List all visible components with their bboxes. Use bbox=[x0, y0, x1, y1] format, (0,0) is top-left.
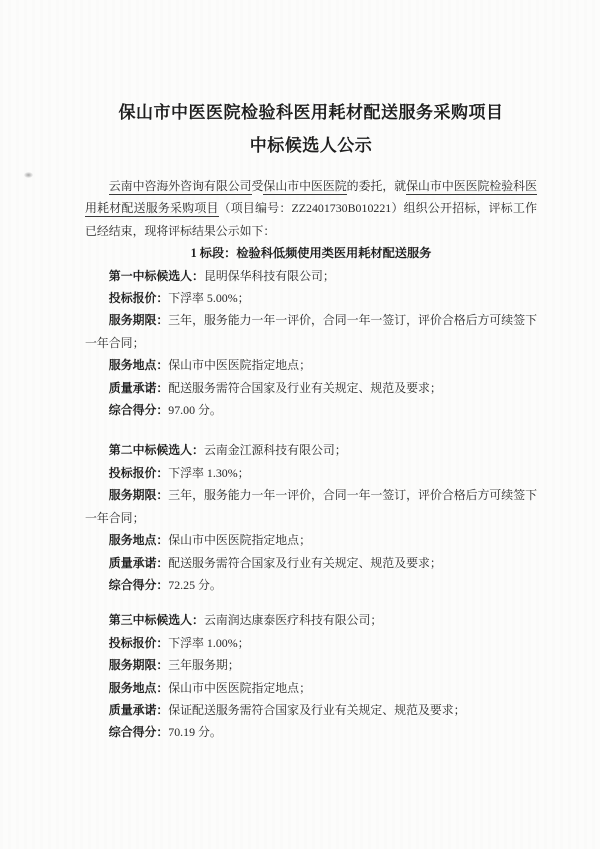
candidate-rank-line bbox=[85, 265, 537, 287]
intro-text: 受 bbox=[251, 179, 264, 193]
field-line-bid-price bbox=[85, 632, 537, 654]
field-line-service-term bbox=[85, 484, 537, 529]
scan-smudge-artifact bbox=[24, 172, 33, 178]
agent-company-name: 云南中咨海外咨询有限公司 bbox=[108, 179, 252, 193]
bid-section-heading: 1 标段：检验科低频使用类医用耗材配送服务 bbox=[190, 246, 432, 261]
field-line-total-score bbox=[85, 721, 537, 743]
field-value: 70.19 分。 bbox=[168, 725, 222, 740]
field-label: 服务期限： bbox=[108, 658, 169, 673]
field-value: 配送服务需符合国家及行业有关规定、规范及要求； bbox=[168, 380, 442, 395]
field-line-service-term bbox=[85, 309, 537, 354]
field-value: 保山市中医医院指定地点； bbox=[168, 358, 311, 373]
field-value: 保山市中医医院指定地点； bbox=[168, 533, 311, 548]
document-content bbox=[85, 0, 537, 744]
field-value: 72.25 分。 bbox=[168, 577, 222, 592]
intro-text-with-project-number: （项目编号：ZZ2401730B010221）组织公开招标，评标工作已经结束，现将评标结果公示如下： bbox=[85, 201, 537, 238]
project-name: 保山市中医医院检验科医用耗材配送服务采购项目 bbox=[85, 179, 537, 216]
field-label: 服务期限： bbox=[108, 488, 169, 503]
field-line-bid-price bbox=[85, 287, 537, 309]
candidate-block-3 bbox=[85, 609, 537, 743]
candidate-company: 云南金江源科技有限公司； bbox=[203, 443, 347, 458]
field-value: 三年，服务能力一年一评价，合同一年一签订，评价合格后方可续签下一年合同； bbox=[85, 488, 537, 525]
field-value: 三年，服务能力一年一评价，合同一年一签订，评价合格后方可续签下一年合同； bbox=[85, 313, 537, 350]
field-value: 保山市中医医院指定地点； bbox=[168, 680, 311, 695]
candidate-company: 昆明保华科技有限公司； bbox=[203, 268, 335, 283]
field-label: 服务地点： bbox=[108, 680, 169, 695]
candidate-block-1 bbox=[85, 265, 537, 422]
field-label: 综合得分： bbox=[108, 577, 169, 592]
field-line-bid-price bbox=[85, 462, 537, 484]
field-value: 下浮率 1.30%； bbox=[168, 465, 250, 480]
candidate-rank-label: 第一中标候选人： bbox=[108, 268, 204, 283]
field-label: 质量承诺： bbox=[108, 555, 169, 570]
candidate-block-2 bbox=[85, 439, 537, 596]
field-line-quality-commitment bbox=[85, 552, 537, 574]
field-value: 97.00 分。 bbox=[168, 403, 222, 418]
field-line-quality-commitment bbox=[85, 377, 537, 399]
candidate-company: 云南润达康泰医疗科技有限公司； bbox=[203, 613, 383, 628]
field-label: 综合得分： bbox=[108, 403, 169, 418]
document-title bbox=[85, 96, 537, 162]
intro-paragraph bbox=[85, 175, 537, 242]
field-label: 综合得分： bbox=[108, 725, 169, 740]
field-value: 下浮率 5.00%； bbox=[168, 291, 250, 306]
title-line-1: 保山市中医医院检验科医用耗材配送服务采购项目 bbox=[118, 103, 504, 122]
title-line-2: 中标候选人公示 bbox=[249, 136, 373, 155]
field-label: 投标报价： bbox=[108, 465, 169, 480]
field-value: 三年服务期； bbox=[168, 658, 240, 673]
candidate-rank-line bbox=[85, 439, 537, 461]
field-label: 投标报价： bbox=[108, 635, 169, 650]
field-line-service-location bbox=[85, 677, 537, 699]
field-line-total-score bbox=[85, 399, 537, 421]
candidate-rank-line bbox=[85, 609, 537, 631]
field-line-quality-commitment bbox=[85, 699, 537, 721]
field-value: 保证配送服务需符合国家及行业有关规定、规范及要求； bbox=[168, 702, 466, 717]
field-label: 投标报价： bbox=[108, 291, 169, 306]
purchaser-name: 保山市中医医院 bbox=[263, 179, 347, 193]
field-label: 质量承诺： bbox=[108, 702, 169, 717]
field-value: 配送服务需符合国家及行业有关规定、规范及要求； bbox=[168, 555, 442, 570]
field-value: 下浮率 1.00%； bbox=[168, 635, 250, 650]
field-line-service-term bbox=[85, 654, 537, 676]
intro-text: 的委托，就 bbox=[346, 179, 407, 193]
field-label: 服务期限： bbox=[108, 313, 169, 328]
field-line-total-score bbox=[85, 574, 537, 596]
field-label: 质量承诺： bbox=[108, 380, 169, 395]
candidate-rank-label: 第三中标候选人： bbox=[108, 613, 204, 628]
field-label: 服务地点： bbox=[108, 533, 169, 548]
field-label: 服务地点： bbox=[108, 358, 169, 373]
field-line-service-location bbox=[85, 354, 537, 376]
field-line-service-location bbox=[85, 529, 537, 551]
candidate-rank-label: 第二中标候选人： bbox=[108, 443, 204, 458]
